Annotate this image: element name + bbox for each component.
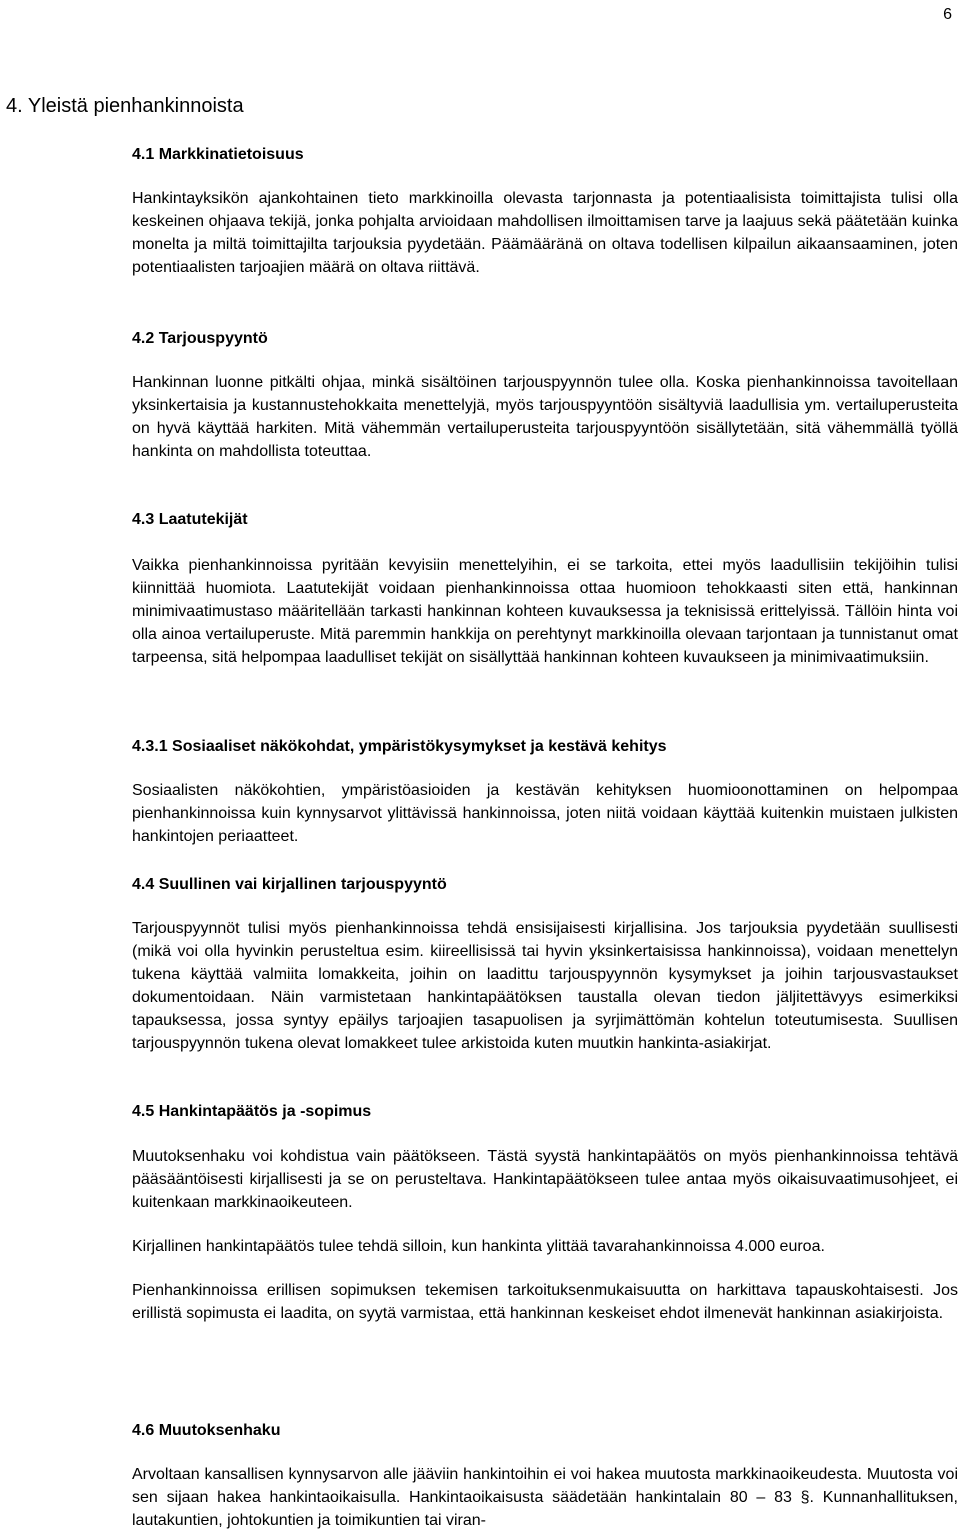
section-heading: 4.3.1 Sosiaaliset näkökohdat, ympäristökysymykset ja kestävä kehitys — [132, 738, 667, 755]
paragraph: Muutoksenhaku voi kohdistua vain päätökseen. Tästä syystä hankintapäätös on myös pienhankinnoissa tehtävä pääsääntöisesti kirjallisesti ja se on perusteltava. Hankintapäätökseen tulee antaa myös oikaisuvaatimusohjeet, ei kuitenkaan markkinaoikeuteen. — [132, 1148, 958, 1211]
section-heading: 4.5 Hankintapäätös ja -sopimus — [132, 1103, 372, 1120]
section-heading: 4.1 Markkinatietoisuus — [132, 146, 304, 163]
paragraph: Vaikka pienhankinnoissa pyritään kevyisiin menettelyihin, ei se tarkoita, ettei myös laadullisiin tekijöihin tulisi kiinnittää huomiota. Laatutekijät voidaan pienhankinnoissa ottaa huomioon tehokkaasti siten että, hankinnan minimivaatimustaso määritellään tarkasti hankinnan kohteen kuvauksessa ja teknisissä erittelyissä. Tällöin hinta voi olla ainoa vertailuperuste. Mitä paremmin hankkija on perehtynyt markkinoilla olevaan tarjontaan ja tunnistanut omat tarpeensa, sitä helpompaa laadulliset tekijät on sisällyttää hankinnan kohteen kuvaukseen ja minimivaatimuksiin. — [132, 557, 958, 666]
section-heading: 4.2 Tarjouspyyntö — [132, 330, 268, 347]
section-4-4 — [132, 873, 958, 1055]
section-4-1 — [132, 143, 958, 279]
paragraph: Kirjallinen hankintapäätös tulee tehdä silloin, kun hankinta ylittää tavarahankinnoissa 4.000 euroa. — [132, 1238, 825, 1255]
section-heading: 4.3 Laatutekijät — [132, 511, 248, 528]
paragraph: Arvoltaan kansallisen kynnysarvon alle jääviin hankintoihin ei voi hakea muutosta markkinaoikeudesta. Muutosta voi sen sijaan hakea hankintaoikaisulla. Hankintaoikaisusta säädetään hankintalain 80 – 83 §. Kunnanhallituksen, lautakuntien, johtokuntien ja toimikuntien tai viran- — [132, 1466, 958, 1529]
section-4-3 — [132, 508, 958, 669]
section-heading: 4.4 Suullinen vai kirjallinen tarjouspyyntö — [132, 876, 447, 893]
page-number: 6 — [943, 6, 952, 23]
paragraph: Hankintayksikön ajankohtainen tieto markkinoilla olevasta tarjonnasta ja potentiaalisista toimittajista tulisi olla keskeinen ohjaava tekijä, jonka pohjalta arvioidaan mahdollisen ilmoittamisen tarve ja laajuus sekä päätetään kuinka monelta ja miltä toimittajilta tarjouksia pyydetään. Päämääränä on oltava todellisen kilpailun aikaansaaminen, joten potentiaalisten tarjoajien määrä on oltava riittävä. — [132, 190, 958, 276]
paragraph: Sosiaalisten näkökohtien, ympäristöasioiden ja kestävän kehityksen huomioonottaminen on helpompaa pienhankinnoissa kuin kynnysarvot ylittävissä hankinnoissa, joten niitä voidaan käyttää kuitenkin muistaen julkisten hankintojen periaatteet. — [132, 782, 958, 845]
section-4-5 — [132, 1100, 958, 1325]
paragraph: Tarjouspyynnöt tulisi myös pienhankinnoissa tehdä ensisijaisesti kirjallisina. Jos tarjouksia pyydetään suullisesti (mikä voi olla hyvinkin perusteltua esim. kiireellisissä tai hyvin yksinkertaisissa hankinnoissa), voidaan menettelyn tukena käyttää valmiita lomakkeita, joihin on laadittu tarjouspyynnön kysymykset ja joihin tarjousvastaukset dokumentoidaan. Näin varmistetaan hankintapäätöksen taustalla olevan tiedon jäljitettävyys esimerkiksi tapauksessa, jossa syntyy epäilys tarjoajien tasapuolisen ja syrjimättömän kohtelun toteutumisesta. Suullisen tarjouspyynnön tukena olevat lomakkeet tulee arkistoida kuten muutkin hankinta-asiakirjat. — [132, 920, 958, 1052]
section-4-3-1 — [132, 735, 958, 848]
paragraph: Hankinnan luonne pitkälti ohjaa, minkä sisältöinen tarjouspyynnön tulee olla. Koska pienhankinnoissa tavoitellaan yksinkertaisia ja kustannustehokkaita menettelyjä, myös tarjouspyyntöön sisältyviä laadullisia ym. vertailuperusteita on hyvä käyttää harkiten. Mitä vähemmän vertailuperusteita tarjouspyyntöön sisällytetään, sitä vähemmällä työllä hankinta on mahdollista toteuttaa. — [132, 374, 958, 460]
section-4-6 — [132, 1419, 958, 1532]
section-4-2 — [132, 327, 958, 463]
paragraph: Pienhankinnoissa erillisen sopimuksen tekemisen tarkoituksenmukaisuutta on harkittava tapauskohtaisesti. Jos erillistä sopimusta ei laadita, on syytä varmistaa, että hankinnan keskeiset ehdot ilmenevät hankinnan asiakirjoista. — [132, 1282, 958, 1322]
chapter-title: 4. Yleistä pienhankinnoista — [6, 95, 244, 117]
section-heading: 4.6 Muutoksenhaku — [132, 1422, 281, 1439]
